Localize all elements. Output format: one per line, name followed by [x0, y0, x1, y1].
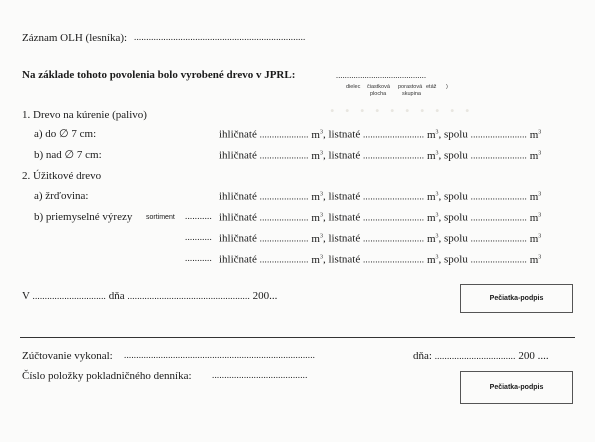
listnate-label: , listnaté	[322, 190, 361, 203]
unit-m3: $m^3$	[311, 190, 323, 203]
unit-m3: $m^3$	[426, 128, 439, 141]
ihlicnate-field[interactable]: ....................	[259, 212, 309, 223]
listnate-field[interactable]: .........................	[362, 191, 425, 202]
zuctovanie-date-row	[413, 351, 549, 362]
zuctovanie-label: Zúčtovanie vykonal:	[22, 350, 113, 362]
listnate-field[interactable]: .........................	[362, 254, 425, 265]
listnate-field[interactable]: .........................	[362, 233, 425, 244]
jprl-col-dielec: dielec	[346, 84, 361, 90]
section1-title: 1. Drevo na kúrenie (palivo)	[22, 109, 147, 121]
unit-m3: $m^3$	[529, 149, 542, 162]
section1-row-b-label: b) nad ∅ 7 cm:	[34, 149, 102, 161]
spolu-label: , spolu	[438, 211, 468, 224]
measure-row	[219, 254, 541, 266]
unit-m3: $m^3$	[311, 128, 323, 141]
listnate-label: , listnaté	[322, 253, 361, 266]
jprl-col-close: )	[446, 84, 448, 90]
povolenie-label: Na základe tohoto povolenia bolo vyrobené drevo v JPRL:	[22, 69, 296, 81]
listnate-label: , listnaté	[322, 232, 361, 245]
unit-m3: $m^3$	[311, 149, 323, 162]
background-watermark: . . . . . . . . . .	[330, 96, 473, 116]
spolu-field[interactable]: .......................	[470, 254, 527, 265]
stamp-label: Pečiatka-podpis	[489, 295, 544, 302]
spolu-field[interactable]: .......................	[470, 233, 527, 244]
separator-line	[20, 337, 575, 338]
spolu-field[interactable]: .......................	[470, 212, 527, 223]
section1-row-a-label: a) do ∅ 7 cm:	[34, 128, 97, 140]
measure-row	[219, 212, 541, 224]
spolu-label: , spolu	[438, 128, 468, 141]
sortiment-field-3[interactable]: ...........	[185, 253, 212, 263]
listnate-label: , listnaté	[322, 149, 361, 162]
spolu-label: , spolu	[438, 253, 468, 266]
stamp-signature-box-1[interactable]	[460, 284, 573, 313]
unit-m3: $m^3$	[426, 211, 439, 224]
v-label: V	[22, 290, 30, 302]
zuctovanie-field[interactable]: ..............................................................................	[124, 350, 316, 360]
jprl-col-ciastkova: čiastková	[367, 84, 390, 90]
spolu-label: , spolu	[438, 190, 468, 203]
stamp-label: Pečiatka-podpis	[489, 384, 544, 391]
ihlicnate-field[interactable]: ....................	[259, 191, 309, 202]
zaznam-field[interactable]: ......................................................................	[134, 32, 306, 42]
jprl-col-skupina: skupina	[402, 91, 421, 97]
ihlicnate-label: ihličnaté	[219, 128, 257, 141]
unit-m3: $m^3$	[529, 211, 542, 224]
unit-m3: $m^3$	[311, 253, 323, 266]
section2-row-a-label: a) žrďovina:	[34, 190, 89, 202]
spolu-field[interactable]: .......................	[470, 150, 527, 161]
spolu-field[interactable]: .......................	[470, 129, 527, 140]
date-field[interactable]: ..................................................	[127, 291, 250, 301]
stamp-signature-box-2[interactable]	[460, 371, 573, 404]
jprl-col-porastova: porastová	[398, 84, 423, 90]
sortiment-label: sortiment	[146, 214, 175, 221]
listnate-field[interactable]: .........................	[362, 212, 425, 223]
unit-m3: $m^3$	[426, 149, 439, 162]
ihlicnate-label: ihličnaté	[219, 253, 257, 266]
unit-m3: $m^3$	[529, 190, 542, 203]
year-label: 200 ....	[518, 350, 549, 362]
ihlicnate-label: ihličnaté	[219, 149, 257, 162]
section2-title: 2. Úžitkové drevo	[22, 170, 102, 182]
place-field[interactable]: ..............................	[32, 291, 106, 301]
polozka-field[interactable]: .......................................	[212, 370, 308, 380]
unit-m3: $m^3$	[311, 232, 323, 245]
spolu-field[interactable]: .......................	[470, 191, 527, 202]
section2-row-b-label: b) priemyselné výrezy	[34, 211, 133, 223]
measure-row	[219, 150, 541, 162]
measure-row	[219, 191, 541, 203]
ihlicnate-label: ihličnaté	[219, 211, 257, 224]
listnate-field[interactable]: .........................	[362, 150, 425, 161]
listnate-label: , listnaté	[322, 128, 361, 141]
unit-m3: $m^3$	[426, 253, 439, 266]
listnate-field[interactable]: .........................	[362, 129, 425, 140]
zuctovanie-date-field[interactable]: .................................	[434, 351, 516, 361]
unit-m3: $m^3$	[426, 190, 439, 203]
listnate-label: , listnaté	[322, 211, 361, 224]
jprl-field[interactable]: .........................................	[336, 71, 427, 80]
jprl-col-etaz: etáž	[426, 84, 437, 90]
place-date-row	[22, 291, 277, 302]
polozka-label: Číslo položky pokladničného denníka:	[22, 370, 192, 382]
unit-m3: $m^3$	[426, 232, 439, 245]
ihlicnate-field[interactable]: ....................	[259, 233, 309, 244]
dna-label: dňa	[108, 290, 125, 302]
jprl-col-plocha: plocha	[370, 91, 387, 97]
spolu-label: , spolu	[438, 232, 468, 245]
spolu-label: , spolu	[438, 149, 468, 162]
measure-row	[219, 129, 541, 141]
sortiment-field-1[interactable]: ...........	[185, 211, 212, 221]
unit-m3: $m^3$	[529, 253, 542, 266]
unit-m3: $m^3$	[311, 211, 323, 224]
year-label: 200...	[252, 290, 278, 302]
sortiment-field-2[interactable]: ...........	[185, 232, 212, 242]
ihlicnate-label: ihličnaté	[219, 232, 257, 245]
ihlicnate-label: ihličnaté	[219, 190, 257, 203]
dna-label: dňa:	[413, 350, 432, 362]
ihlicnate-field[interactable]: ....................	[259, 129, 309, 140]
unit-m3: $m^3$	[529, 128, 542, 141]
ihlicnate-field[interactable]: ....................	[259, 254, 309, 265]
zaznam-label: Záznam OLH (lesníka):	[22, 32, 128, 44]
measure-row	[219, 233, 541, 245]
ihlicnate-field[interactable]: ....................	[259, 150, 309, 161]
unit-m3: $m^3$	[529, 232, 542, 245]
